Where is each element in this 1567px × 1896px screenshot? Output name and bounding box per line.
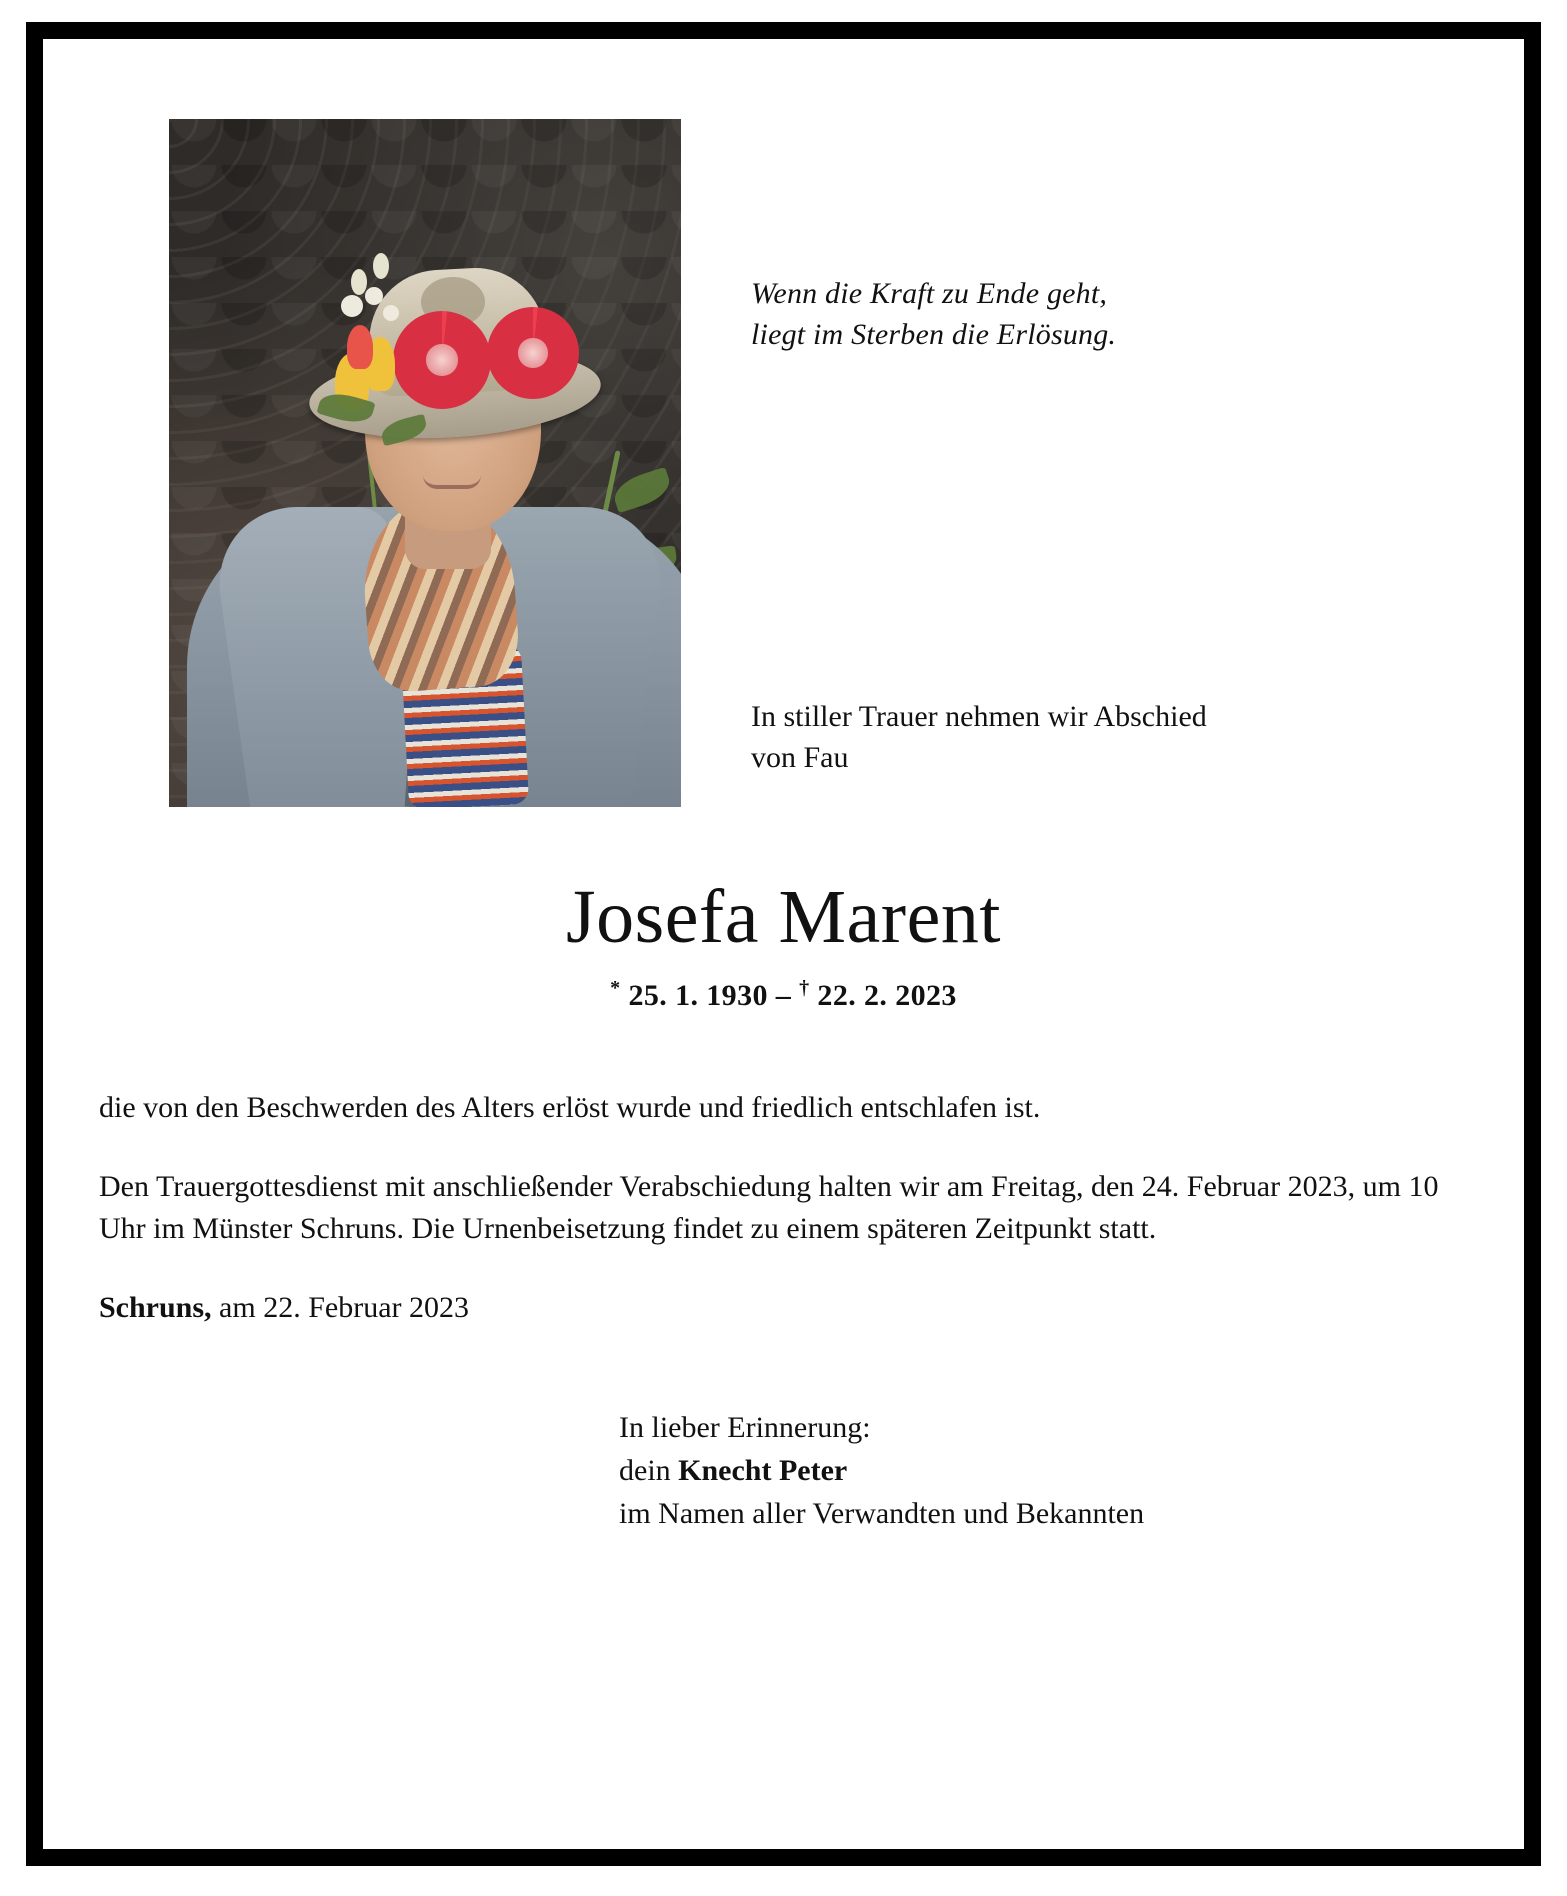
closing-line-signer: [619, 1450, 1468, 1493]
flower-bud: [373, 253, 389, 279]
flower-white-spray: [383, 305, 399, 321]
paragraph-place-date: [99, 1287, 1468, 1330]
closing-block: [99, 1407, 1468, 1535]
farewell-line-2: von Fau: [751, 741, 849, 775]
flower-white-spray: [341, 295, 363, 317]
date-separator: –: [775, 979, 792, 1012]
verse-block: [751, 273, 1468, 356]
paragraph-condolence: die von den Beschwerden des Alters erlöst wurde und friedlich entschlafen ist.: [99, 1091, 1041, 1124]
flower-tulip: [347, 325, 373, 369]
right-text-column: [681, 77, 1468, 779]
paragraph-service-details: Den Trauergottesdienst mit anschließender Verabschiedung halten wir am Freitag, den 24. Februar 2023, um 10 Uhr im Münster Schruns. Die Urnenbeisetzung findet zu einem späteren Zeitpunkt statt.: [99, 1169, 1439, 1246]
farewell-block: [751, 696, 1468, 779]
birth-date: 25. 1. 1930: [628, 979, 768, 1012]
verse-line-2: liegt im Sterben die Erlösung.: [751, 318, 1117, 352]
death-date: 22. 2. 2023: [817, 979, 957, 1012]
body-text: [99, 1087, 1468, 1329]
flower-gerbera: [393, 311, 491, 409]
place-name: Schruns,: [99, 1290, 212, 1324]
top-section: [99, 77, 1468, 807]
death-symbol: †: [799, 977, 810, 999]
portrait-photo: [169, 119, 681, 807]
flower-white-spray: [365, 287, 383, 305]
birth-symbol: *: [610, 977, 621, 999]
flower-bud: [351, 269, 367, 295]
verse-line-1: Wenn die Kraft zu Ende geht,: [751, 277, 1108, 310]
closing-prefix: dein: [619, 1453, 679, 1487]
place-date: am 22. Februar 2023: [211, 1290, 469, 1324]
obituary-notice-card: [26, 22, 1541, 1866]
closing-line-relatives: im Namen aller Verwandten und Bekannten: [619, 1496, 1145, 1530]
closing-line-remembrance: In lieber Erinnerung:: [619, 1411, 871, 1445]
life-dates: [99, 977, 1468, 1013]
portrait-photo-container: [169, 119, 681, 807]
name-block: [99, 875, 1468, 1013]
mouth: [423, 475, 481, 489]
farewell-line-1: In stiller Trauer nehmen wir Abschied: [751, 699, 1207, 733]
deceased-name: Josefa Marent: [566, 875, 1001, 959]
signer-name: Knecht Peter: [678, 1453, 848, 1487]
flower-gerbera: [487, 307, 579, 399]
